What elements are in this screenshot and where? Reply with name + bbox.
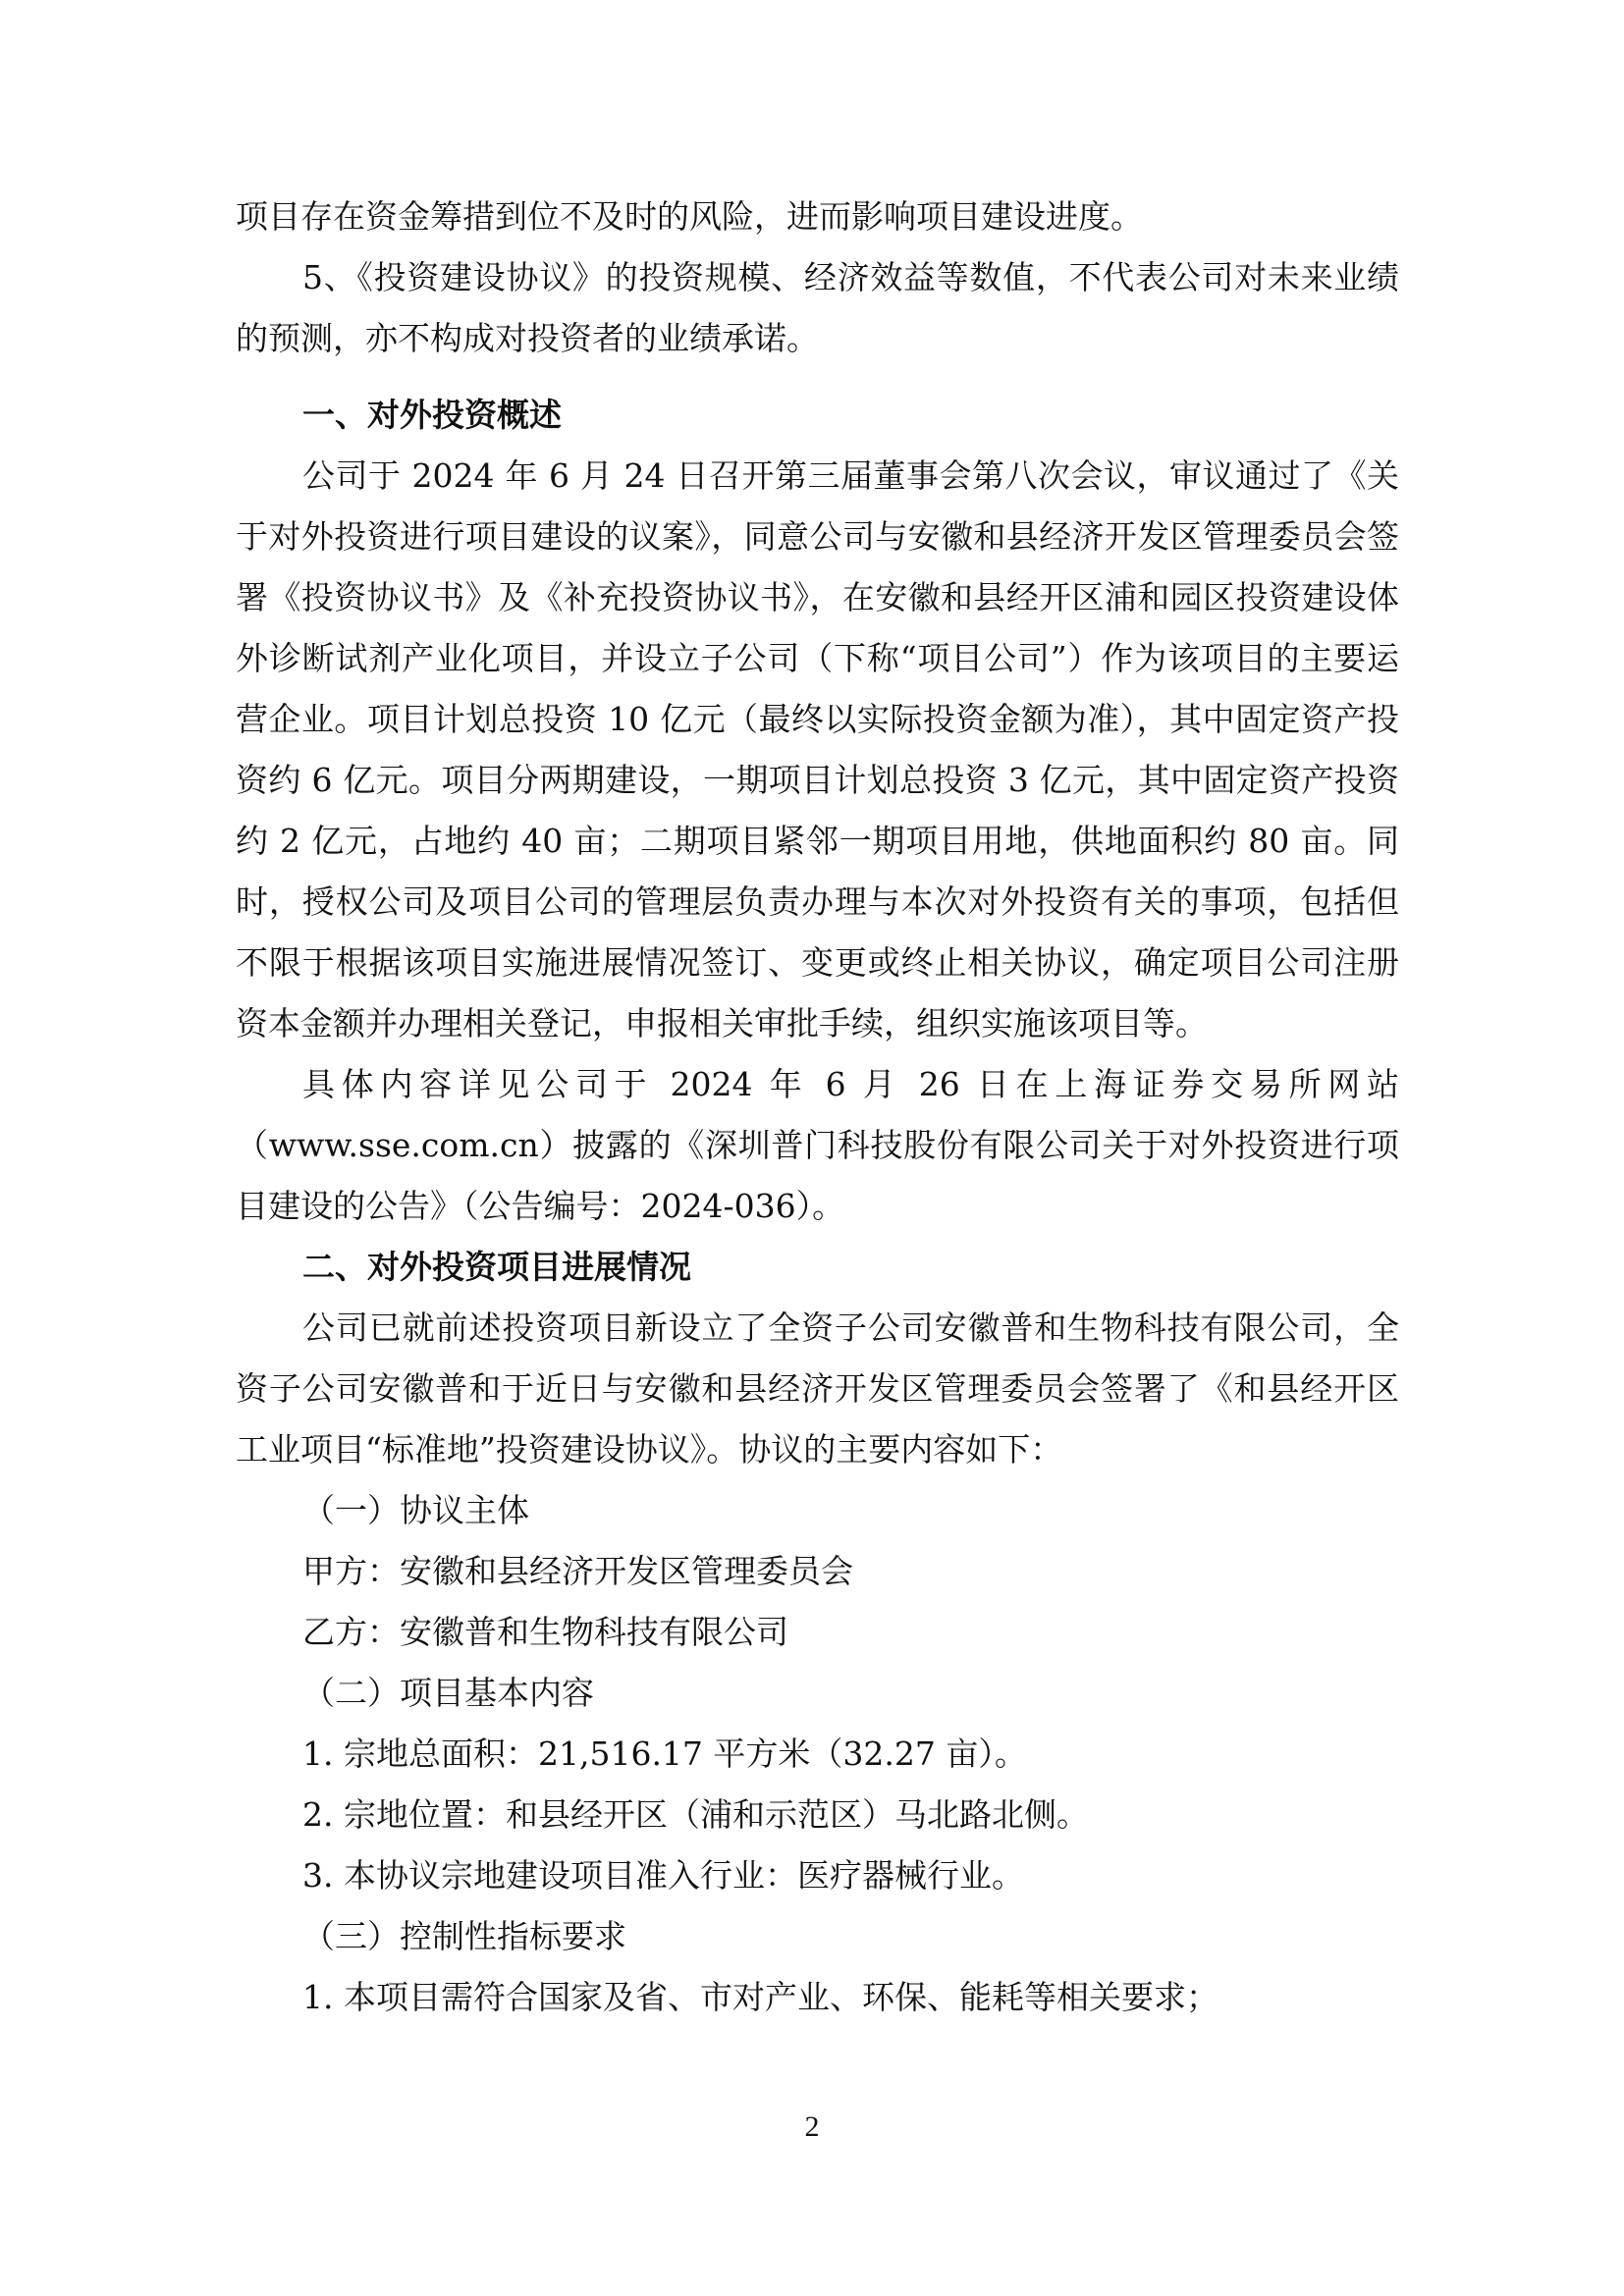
subsection-control-indicators: （三）控制性指标要求	[302, 1917, 626, 1955]
subsection-project-basics: （二）项目基本内容	[302, 1674, 594, 1712]
paragraph-risk-continuation: 项目存在资金筹措到位不及时的风险，进而影响项目建设进度。	[236, 197, 1143, 236]
list-item-industry: 3. 本协议宗地建设项目准入行业：医疗器械行业。	[302, 1856, 1024, 1895]
paragraph-risk-5: 5、《投资建设协议》的投资规模、经济效益等数值，不代表公司对未来业绩的预测，亦不构成对投资者的业绩承诺。	[236, 258, 1399, 357]
document-body	[236, 187, 1399, 2028]
party-b: 乙方：安徽普和生物科技有限公司	[302, 1613, 788, 1651]
page-number: 2	[804, 2110, 820, 2143]
paragraph-progress: 公司已就前述投资项目新设立了全资子公司安徽普和生物科技有限公司，全资子公司安徽普和于近日与安徽和县经济开发区管理委员会签署了《和县经开区工业项目“标准地”投资建设协议》。协议的主要内容如下：	[236, 1308, 1399, 1468]
section-heading-2: 二、对外投资项目进展情况	[302, 1248, 691, 1286]
paragraph-overview-2: 具体内容详见公司于 2024 年 6 月 26 日在上海证券交易所网站（www.sse.com.cn）披露的《深圳普门科技股份有限公司关于对外投资进行项目建设的公告》（公告编号：2024-036）。	[236, 1065, 1399, 1225]
party-a: 甲方：安徽和县经济开发区管理委员会	[302, 1552, 853, 1590]
section-heading-1: 一、对外投资概述	[302, 396, 562, 434]
list-item-land-location: 2. 宗地位置：和县经开区（浦和示范区）马北路北侧。	[302, 1795, 1089, 1834]
list-item-land-area: 1. 宗地总面积：21,516.17 平方米（32.27 亩）。	[302, 1735, 1027, 1773]
subsection-parties: （一）协议主体	[302, 1491, 529, 1529]
list-item-requirements: 1. 本项目需符合国家及省、市对产业、环保、能耗等相关要求；	[302, 1978, 1218, 2016]
paragraph-overview-1: 公司于 2024 年 6 月 24 日召开第三届董事会第八次会议，审议通过了《关于对外投资进行项目建设的议案》，同意公司与安徽和县经济开发区管理委员会签署《投资协议书》及《补充投资协议书》，在安徽和县经开区浦和园区投资建设体外诊断试剂产业化项目，并设立子公司（下称“项目公司”）作为该项目的主要运营企业。项目计划总投资 10 亿元（最终以实际投资金额为准），其中固定资产投资约 6 亿元。项目分两期建设，一期项目计划总投资 3 亿元，其中固定资产投资约 2 亿元，占地约 40 亩；二期项目紧邻一期项目用地，供地面积约 80 亩。同时，授权公司及项目公司的管理层负责办理与本次对外投资有关的事项，包括但不限于根据该项目实施进展情况签订、变更或终止相关协议，确定项目公司注册资本金额并办理相关登记，申报相关审批手续，组织实施该项目等。	[236, 456, 1399, 1042]
